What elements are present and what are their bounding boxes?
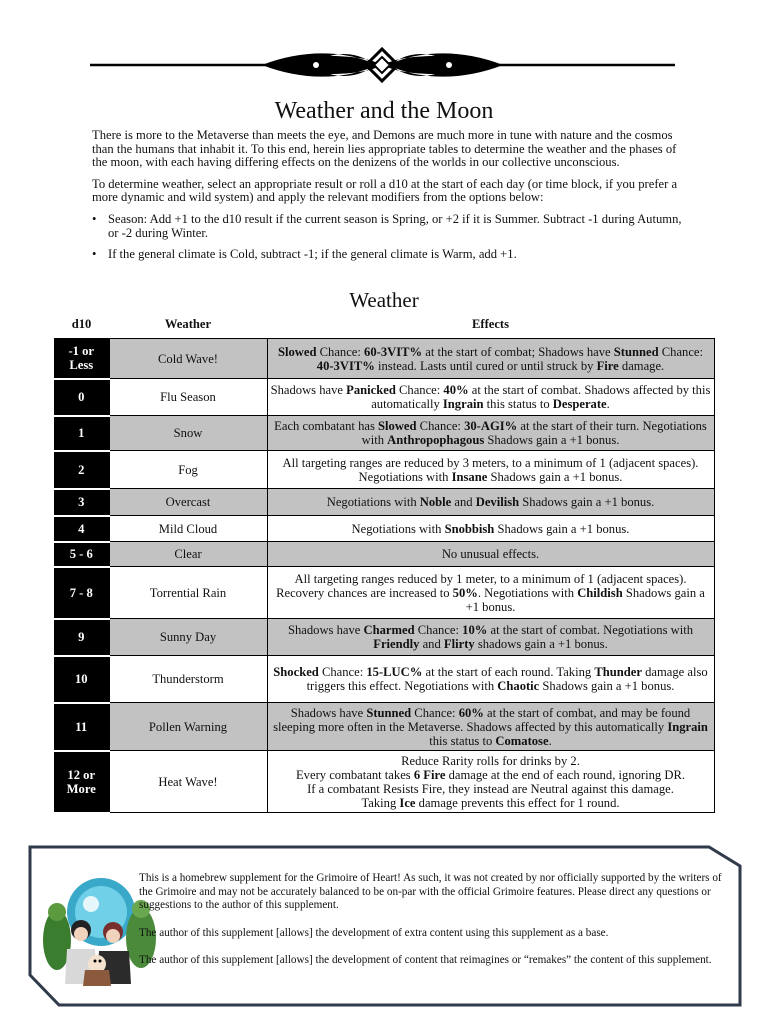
roll-cell: 5 - 6	[54, 542, 109, 567]
effect-text: Shadows gain a +1 bonus.	[465, 585, 705, 614]
effect-text: at the start of combat. Shadows affected by this automatically	[371, 383, 711, 411]
roll-cell: 4	[54, 516, 109, 542]
effect-text: .	[606, 397, 610, 411]
effect-keyword: 40-3VIT%	[316, 358, 375, 373]
effect-text: Chance:	[395, 383, 444, 397]
effect-text: Shadows have	[270, 383, 347, 397]
effect-cell	[267, 379, 714, 416]
effect-text: Reduce Rarity rolls for drinks by 2.	[401, 753, 580, 768]
effect-keyword: Snobbish	[444, 521, 495, 536]
effect-text: Chance:	[416, 419, 465, 433]
effect-text: Shadows gain a +1 bonus.	[487, 469, 623, 484]
effect-cell	[267, 542, 714, 567]
weather-row	[54, 656, 714, 703]
effect-text: this status to	[483, 397, 553, 411]
effect-keyword: Panicked	[346, 383, 396, 397]
season-modifier-item: • Season: Add +1 to the d10 result if the current season is Spring, or +2 if it is Summer. Subtract -1 during Autumn, or -2 during Winter.	[92, 213, 682, 240]
effect-keyword: 10%	[462, 623, 488, 637]
effect-text: All targeting ranges reduced by 1 meter, to a minimum of 1 (adjacent spaces). Recovery chances are increased to	[276, 571, 687, 600]
effect-keyword: 60-3VIT%	[364, 344, 423, 359]
weather-cell: Heat Wave!	[109, 751, 267, 813]
weather-cell: Sunny Day	[109, 619, 267, 656]
effect-keyword: Friendly	[373, 637, 420, 651]
effect-text: instead. Lasts until cured or until struck by	[374, 358, 597, 373]
column-header-d10: d10	[71, 316, 92, 331]
weather-row	[54, 751, 714, 813]
roll-cell: 10	[54, 656, 109, 703]
weather-row	[54, 451, 714, 489]
effect-text: this status to	[429, 733, 496, 748]
effect-text: at the start of combat, and may be found sleeping more often in the Metaverse. Shadows affected by this automatically	[273, 705, 691, 734]
effect-cell	[267, 619, 714, 656]
weather-cell: Flu Season	[109, 379, 267, 416]
weather-row	[54, 567, 714, 619]
effect-text: at the start of their turn. Negotiations with	[361, 419, 707, 447]
effect-cell	[267, 451, 714, 489]
effect-keyword: Flirty	[443, 637, 475, 651]
effect-keyword: Anthropophagous	[387, 433, 485, 447]
effect-keyword: Comatose	[495, 733, 549, 748]
intro-paragraph: There is more to the Metaverse than meets the eye, and Demons are much more in tune with nature and the cosmos than the humans that inhabit it. To this end, herein lies appropriate tables to determine the weather and the phases of the moon, with each having differing effects on the denizens of the worlds in our collective unconscious.	[92, 128, 677, 170]
homebrew-notice	[27, 844, 743, 1008]
weather-row	[54, 542, 714, 567]
effect-text: Shadows have	[287, 623, 364, 637]
weather-cell: Snow	[109, 416, 267, 451]
roll-cell: 3	[54, 489, 109, 516]
effect-text: Negotiations with	[351, 521, 445, 536]
weather-heading: Weather	[349, 288, 419, 312]
weather-cell: Torrential Rain	[109, 567, 267, 619]
effect-keyword: Thunder	[594, 665, 642, 679]
effect-cell	[267, 416, 714, 451]
roll-cell: 11	[54, 703, 109, 751]
effect-cell	[267, 567, 714, 619]
effect-keyword: 30-AGI%	[464, 419, 518, 433]
effect-text: Chance:	[316, 344, 365, 359]
effect-keyword: Ice	[399, 795, 416, 810]
effect-keyword: Stunned	[613, 344, 659, 359]
effect-keyword: Shocked	[273, 665, 319, 679]
page-title: Weather and the Moon	[274, 98, 494, 124]
effect-keyword: Stunned	[366, 705, 412, 720]
effect-text: damage also triggers this effect. Negotiations with	[306, 665, 708, 693]
effect-text: shadows gain a +1 bonus.	[474, 637, 608, 651]
effect-cell	[267, 489, 714, 516]
weather-row	[54, 703, 714, 751]
effect-cell	[267, 656, 714, 703]
weather-cell: Thunderstorm	[109, 656, 267, 703]
effect-cell	[267, 339, 714, 379]
effect-text: No unusual effects.	[441, 547, 540, 561]
effect-text: Chance:	[658, 344, 704, 359]
effect-text: damage prevents this effect for 1 round.	[415, 795, 620, 810]
effect-text: Each combatant has	[274, 419, 379, 433]
effect-keyword: 15-LUC%	[366, 665, 423, 679]
notice-remake-permission: The author of this supplement [allows] the development of content that reimagines or “remakes” the content of this supplement.	[139, 954, 712, 966]
weather-row	[54, 339, 714, 379]
effect-text: All targeting ranges are reduced by 3 meters, to a minimum of 1 (adjacent spaces). Negotiations with	[282, 455, 699, 484]
effect-keyword: 50%	[452, 585, 478, 600]
effect-keyword: Chaotic	[497, 679, 540, 693]
effect-text: Shadows gain a +1 bonus.	[519, 495, 655, 509]
intro-section	[92, 129, 682, 270]
effect-keyword: Fire	[596, 358, 619, 373]
effect-text: Chance:	[318, 665, 367, 679]
roll-cell: 9	[54, 619, 109, 656]
weather-cell: Overcast	[109, 489, 267, 516]
effect-text: Taking	[361, 795, 400, 810]
effect-keyword: Charmed	[363, 623, 415, 637]
weather-row	[54, 516, 714, 542]
effect-keyword: Slowed	[378, 419, 417, 433]
instructions-paragraph: To determine weather, select an appropriate result or roll a d10 at the start of each day (or time block, if you prefer a more dynamic and wild system) and apply the relevant modifiers from the options below:	[92, 176, 678, 205]
effect-text: and	[451, 495, 476, 509]
effect-text: Negotiations with	[326, 495, 420, 509]
effect-text: and	[419, 637, 444, 651]
effect-text: damage.	[618, 358, 665, 373]
effect-keyword: Slowed	[277, 344, 317, 359]
effect-text: Chance:	[414, 623, 463, 637]
effect-keyword: Devilish	[475, 495, 520, 509]
notice-disclaimer: This is a homebrew supplement for the Grimoire of Heart! As such, it was not created by nor officially supported by the writers of the Grimoire and may not be accurately balanced to be on-par with the official Grimoire features. Please direct any questions or suggestions to the author of this supplement.	[139, 872, 722, 911]
effect-text: Every combatant takes	[295, 767, 414, 782]
weather-table	[54, 310, 715, 814]
weather-cell: Mild Cloud	[109, 516, 267, 542]
effect-text: damage at the end of each round, ignoring DR.	[445, 767, 685, 782]
effect-keyword: 40%	[443, 383, 469, 397]
effect-text: If a combatant Resists Fire, they instead are Neutral against this damage.	[307, 781, 674, 796]
effect-text: Chance:	[411, 705, 459, 720]
effect-text: Shadows have	[290, 705, 367, 720]
weather-row	[54, 619, 714, 656]
weather-row	[54, 489, 714, 516]
weather-cell: Cold Wave!	[109, 339, 267, 379]
weather-row	[54, 379, 714, 416]
roll-cell: 7 - 8	[54, 567, 109, 619]
modifier-list	[92, 213, 682, 262]
column-header-weather: Weather	[164, 316, 212, 331]
effect-text: Shadows gain a +1 bonus.	[484, 433, 620, 447]
effect-text: Shadows gain a +1 bonus.	[494, 521, 630, 536]
effect-keyword: 60%	[458, 705, 484, 720]
effect-keyword: Desperate	[552, 397, 607, 411]
weather-cell: Pollen Warning	[109, 703, 267, 751]
effect-text: at the start of combat. Negotiations with	[487, 623, 694, 637]
weather-cell: Fog	[109, 451, 267, 489]
effect-text: .	[548, 733, 552, 748]
effect-keyword: Childish	[577, 585, 623, 600]
climate-modifier-item: • If the general climate is Cold, subtract -1; if the general climate is Warm, add +1.	[92, 248, 682, 262]
effect-keyword: Noble	[419, 495, 452, 509]
roll-cell: 1	[54, 416, 109, 451]
weather-cell: Clear	[109, 542, 267, 567]
roll-cell: 0	[54, 379, 109, 416]
effect-keyword: 6 Fire	[413, 767, 446, 782]
effect-text: at the start of combat; Shadows have	[422, 344, 614, 359]
effect-text: Shadows gain a +1 bonus.	[539, 679, 675, 693]
notice-extra-content-permission: The author of this supplement [allows] the development of extra content using this supplement as a base.	[139, 926, 609, 939]
weather-rows	[54, 339, 714, 813]
effect-keyword: Ingrain	[667, 719, 708, 734]
effect-keyword: Ingrain	[442, 397, 484, 411]
effect-text: . Negotiations with	[477, 585, 578, 600]
weather-row	[54, 416, 714, 451]
effect-cell	[267, 703, 714, 751]
effect-keyword: Insane	[451, 469, 488, 484]
effect-cell	[267, 751, 714, 813]
notice-text	[139, 872, 733, 982]
column-header-effects: Effects	[471, 316, 510, 331]
effect-text: at the start of each round. Taking	[422, 665, 595, 679]
roll-cell: 2	[54, 451, 109, 489]
roll-cell: 12 or More	[54, 751, 109, 813]
roll-cell: -1 or Less	[54, 339, 109, 379]
title-ornament	[90, 44, 675, 86]
effect-cell	[267, 516, 714, 542]
